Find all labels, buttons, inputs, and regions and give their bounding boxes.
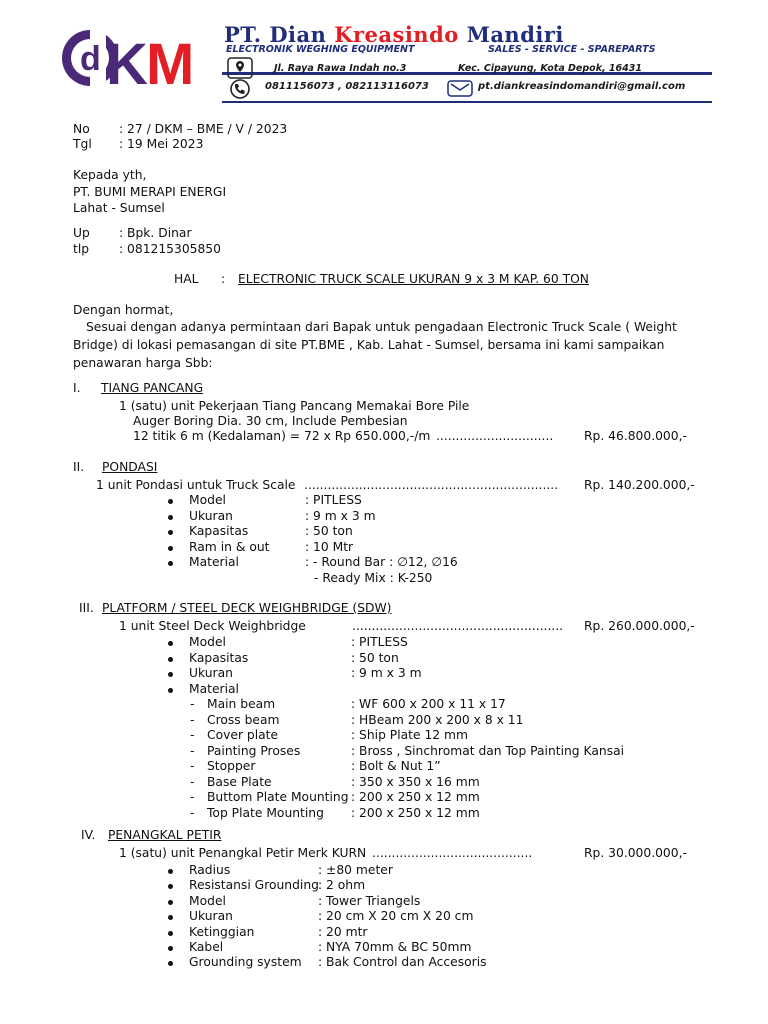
bullet-icon (168, 688, 173, 693)
phone-numbers: 0811156073 , 082113116073 (265, 81, 429, 92)
recipient-location: Lahat - Sumsel (73, 201, 165, 215)
body-paragraph-line-2: Bridge) di lokasi pemasangan di site PT.BME , Kab. Lahat - Sumsel, bersama ini kami sampaikan (73, 338, 665, 352)
bullet-icon (168, 561, 173, 566)
spec-value: : 50 ton (351, 650, 399, 665)
spec-value: : - Round Bar : ∅12, ∅16 (305, 555, 458, 570)
item-price: Rp. 140.200.000,- (584, 478, 695, 492)
bullet-icon (168, 900, 173, 905)
dot-leader: ...................................................... (352, 619, 564, 633)
spec-key: Top Plate Mounting (207, 805, 324, 820)
bullet-icon (168, 499, 173, 504)
body-paragraph-line-3: penawaran harga Sbb: (73, 356, 213, 370)
spec-key: Base Plate (207, 774, 272, 789)
bullet-icon (168, 641, 173, 646)
bullet-icon (168, 884, 173, 889)
item-line: 1 unit Pondasi untuk Truck Scale (96, 478, 296, 492)
spec-key: Cross beam (207, 712, 280, 727)
address: Jl. Raya Rawa Indah no.3 (274, 63, 407, 74)
dot-leader: ......................................... (372, 846, 533, 860)
company-name-suffix: Mandiri (458, 22, 564, 47)
bullet-icon (168, 515, 173, 520)
section-title: PONDASI (102, 460, 158, 474)
spec-value: : 50 ton (305, 524, 353, 539)
spec-value: : Bak Control dan Accesoris (318, 955, 487, 970)
bullet-icon (168, 657, 173, 662)
spec-key: Kabel (189, 940, 224, 954)
item-price: Rp. 260.000.000,- (584, 619, 695, 633)
spec-value: : 9 m x 3 m (305, 508, 376, 523)
spec-key: Ram in & out (189, 539, 270, 554)
recipient-company: PT. BUMI MERAPI ENERGI (73, 185, 227, 199)
letter-date-label: Tgl (73, 137, 92, 151)
attention-label: Up (73, 226, 90, 240)
recipient-greeting: Kepada yth, (73, 168, 147, 182)
tagline-right: SALES - SERVICE - SPAREPARTS (488, 44, 656, 55)
location-icon (227, 57, 253, 79)
email-icon (447, 80, 473, 97)
attention-value: : Bpk. Dinar (119, 226, 192, 240)
svg-text:M: M (146, 32, 195, 90)
letter-date-value: : 19 Mei 2023 (119, 137, 204, 151)
section-title: TIANG PANCANG (101, 381, 204, 395)
dash-marker: - (190, 697, 195, 711)
spec-value: : 20 mtr (318, 924, 368, 939)
body-paragraph-line-1: Sesuai dengan adanya permintaan dari Bapak untuk pengadaan Electronic Truck Scale ( Weight (86, 320, 677, 334)
dash-marker: - (190, 743, 195, 758)
section-number: IV. (81, 828, 96, 842)
dot-leader: .............................. (436, 429, 554, 443)
item-price: Rp. 30.000.000,- (584, 846, 687, 860)
bullet-icon (168, 946, 173, 951)
item-line: 12 titik 6 m (Kedalaman) = 72 x Rp 650.000,-/m (133, 429, 431, 443)
spec-key: Ketinggian (189, 924, 255, 939)
spec-key: Model (189, 635, 226, 649)
phone-label: tlp (73, 242, 90, 256)
spec-value: : PITLESS (351, 635, 408, 649)
header-divider-bottom (222, 101, 712, 103)
spec-key: Main beam (207, 697, 276, 711)
item-line: Auger Boring Dia. 30 cm, Include Pembesian (133, 414, 408, 428)
svg-text:K: K (106, 32, 148, 90)
dash-marker: - (190, 790, 195, 804)
bullet-icon (168, 672, 173, 677)
dash-marker: - (190, 712, 195, 727)
bullet-icon (168, 869, 173, 874)
spec-value: : Bolt & Nut 1” (351, 759, 441, 773)
phone-icon (228, 79, 252, 99)
spec-key: Material (189, 681, 239, 696)
spec-key: Resistansi Grounding (189, 878, 319, 893)
spec-key: Ukuran (189, 909, 233, 924)
subject-colon: : (221, 272, 226, 286)
item-price: Rp. 46.800.000,- (584, 429, 687, 443)
company-name-prefix: PT. Dian (224, 22, 335, 47)
spec-key: Painting Proses (207, 743, 301, 758)
section-title: PLATFORM / STEEL DECK WEIGHBRIDGE (SDW) (102, 601, 392, 615)
spec-value: : HBeam 200 x 200 x 8 x 11 (351, 712, 524, 727)
section-title: PENANGKAL PETIR (108, 828, 222, 842)
bullet-icon (168, 931, 173, 936)
spec-value: : PITLESS (305, 493, 362, 507)
spec-key: Buttom Plate Mounting (207, 790, 349, 804)
section-number: III. (79, 601, 94, 615)
spec-key: Cover plate (207, 728, 279, 742)
spec-value: : ±80 meter (318, 863, 393, 877)
bullet-icon (168, 546, 173, 551)
spec-key: Kapasitas (189, 524, 249, 539)
letter-number-label: No (73, 122, 90, 136)
subject-label: HAL (174, 272, 199, 286)
company-logo (60, 26, 200, 90)
spec-value: : Ship Plate 12 mm (351, 728, 468, 742)
spec-key: Kapasitas (189, 650, 249, 665)
section-number: II. (73, 460, 85, 474)
email-address: pt.diankreasindomandiri@gmail.com (478, 81, 686, 92)
dash-marker: - (190, 728, 195, 742)
dash-marker: - (190, 774, 195, 789)
dot-leader: ................................................................. (304, 478, 559, 492)
dash-marker: - (190, 805, 195, 820)
spec-key: Model (189, 893, 226, 908)
tagline-left: ELECTRONIK WEGHING EQUIPMENT (226, 44, 415, 55)
spec-extra: - Ready Mix : K-250 (314, 571, 433, 585)
spec-value: : 2 ohm (318, 878, 366, 893)
spec-key: Model (189, 493, 226, 507)
bullet-icon (168, 915, 173, 920)
spec-value: : 20 cm X 20 cm X 20 cm (318, 909, 474, 924)
spec-key: Material (189, 555, 239, 570)
spec-value: : 200 x 250 x 12 mm (351, 790, 480, 804)
bullet-icon (168, 530, 173, 535)
spec-key: Ukuran (189, 508, 233, 523)
section-number: I. (73, 381, 81, 395)
salutation: Dengan hormat, (73, 303, 174, 317)
spec-value: : 10 Mtr (305, 539, 354, 554)
item-line: 1 (satu) unit Penangkal Petir Merk KURN (119, 846, 367, 860)
spec-value: : Bross , Sinchromat dan Top Painting Kansai (351, 743, 625, 758)
spec-value: : NYA 70mm & BC 50mm (318, 940, 472, 954)
letter-number-value: : 27 / DKM – BME / V / 2023 (119, 122, 288, 136)
phone-value: : 081215305850 (119, 242, 221, 256)
spec-value: : 350 x 350 x 16 mm (351, 774, 480, 789)
svg-text:d: d (80, 40, 101, 78)
district: Kec. Cipayung, Kota Depok, 16431 (458, 63, 642, 74)
dash-marker: - (190, 759, 195, 773)
spec-key: Grounding system (189, 955, 302, 970)
spec-value: : Tower Triangels (318, 893, 421, 908)
spec-key: Radius (189, 863, 231, 877)
item-line: 1 unit Steel Deck Weighbridge (119, 619, 306, 633)
spec-key: Ukuran (189, 666, 233, 681)
spec-key: Stopper (207, 759, 256, 773)
spec-value: : 9 m x 3 m (351, 666, 422, 681)
item-line: 1 (satu) unit Pekerjaan Tiang Pancang Memakai Bore Pile (119, 399, 470, 413)
company-name-highlight: Kreasindo (334, 22, 459, 47)
bullet-icon (168, 961, 173, 966)
subject-value: ELECTRONIC TRUCK SCALE UKURAN 9 x 3 M KAP. 60 TON (238, 272, 589, 286)
spec-value: : 200 x 250 x 12 mm (351, 805, 480, 820)
spec-value: : WF 600 x 200 x 11 x 17 (351, 697, 506, 711)
